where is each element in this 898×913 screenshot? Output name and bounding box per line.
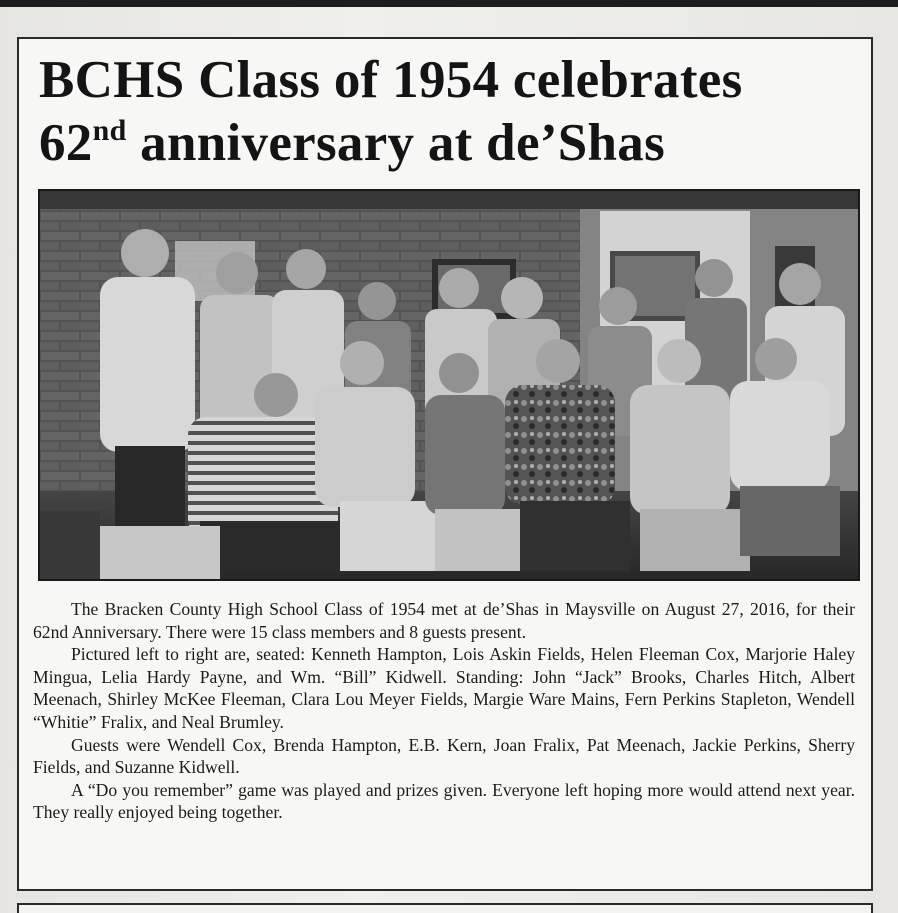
next-article-border (17, 903, 873, 913)
paragraph-pictured: Pictured left to right are, seated: Kenneth Hampton, Lois Askin Fields, Helen Fleeman Cox, Marjorie Haley Mingua, Lelia Hardy Payne, and Wm. “Bill” Kidwell. Standing: John “Jack” Brooks, Charles Hitch, Albert Meenach, Shirley McKee Fleeman, Clara Lou Meyer Fields, Margie Ware Mains, Fern Perkins Stapleton, Wendell “Whitie” Fralix, and Neal Brumley. (33, 644, 855, 732)
group-photo-image (40, 191, 858, 579)
group-photo (38, 189, 860, 581)
headline-ordinal-suffix: nd (92, 114, 127, 147)
paragraph-closing: A “Do you remember” game was played and prizes given. Everyone left hoping more would attend next year. They really enjoyed being together. (33, 779, 855, 823)
paragraph-intro: The Bracken County High School Class of 1954 met at de’Shas in Maysville on August 27, 2016, for their 62nd Anniversary. There were 15 class members and 8 guests present. (33, 599, 855, 642)
article-headline (39, 49, 859, 175)
news-article (17, 37, 873, 891)
paragraph-guests: Guests were Wendell Cox, Brenda Hampton, E.B. Kern, Joan Fralix, Pat Meenach, Jackie Perkins, Sherry Fields, and Suzanne Kidwell. (33, 734, 855, 778)
article-body (33, 598, 855, 824)
headline-line-2: anniversary at de’Shas (126, 114, 665, 172)
headline-line-1: BCHS Class of 1954 celebrates (39, 51, 743, 109)
headline-number: 62 (39, 114, 93, 172)
page-top-rule (0, 0, 898, 7)
